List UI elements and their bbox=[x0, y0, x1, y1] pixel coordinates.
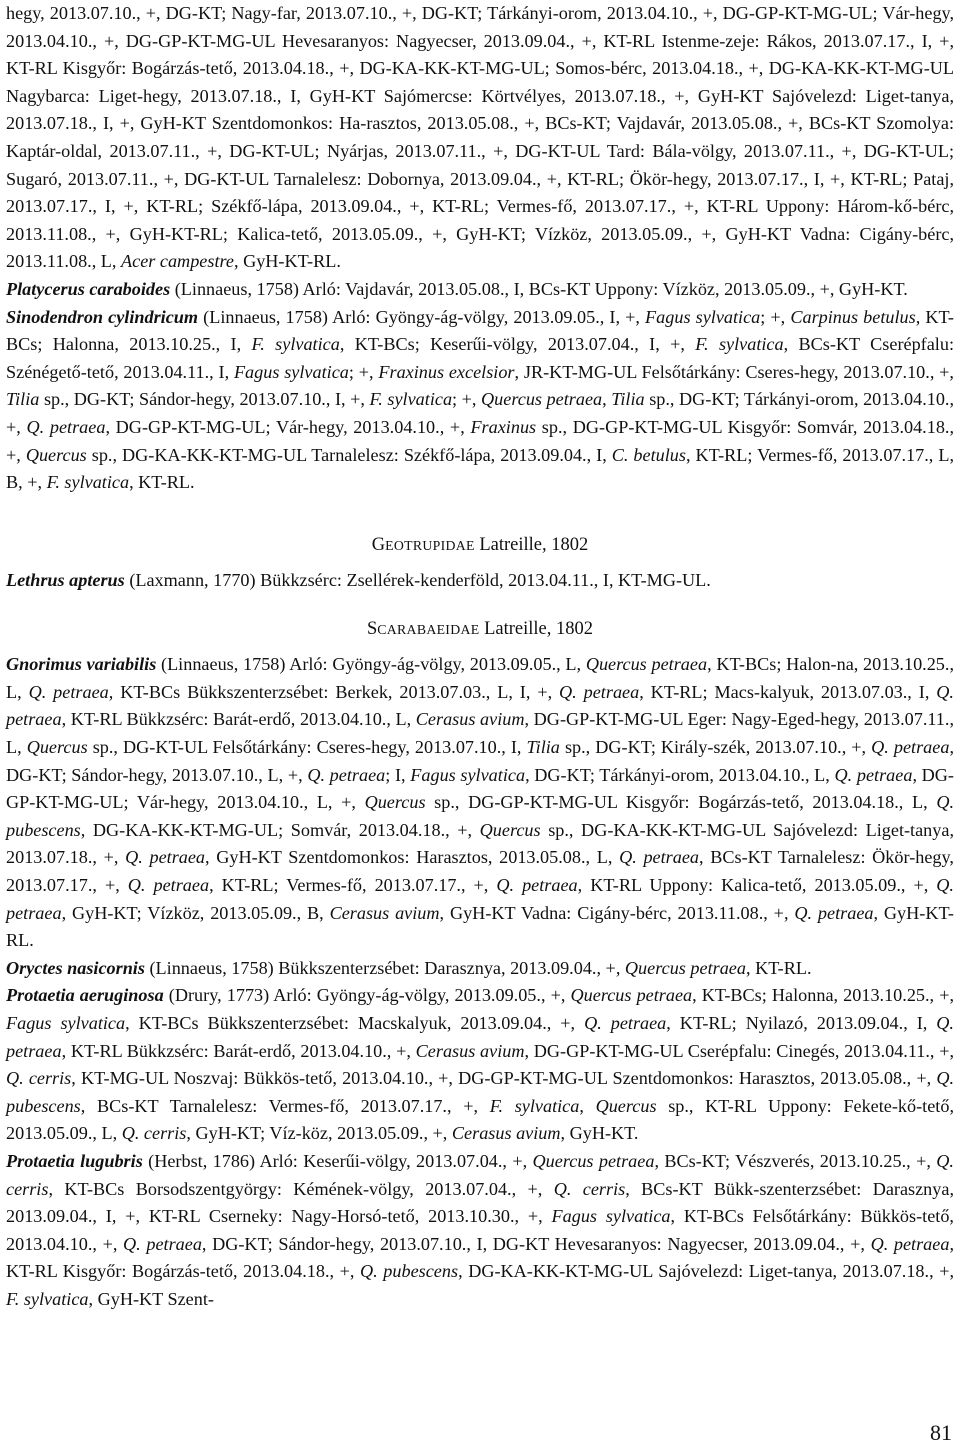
species-record-gnorimus: Gnorimus variabilis (Linnaeus, 1758) Arló: Gyöngy-ág-völgy, 2013.09.05., L, Quercus petraea, KT-BCs; Halon-na, 2013.10.25., L, Q. petraea, KT-BCs Bükkszenterzsébet: Berkek, 2013.07.03., L, I, +, Q. petraea, KT-RL; Macs-kalyuk, 2013.07.03., I, Q. petraea, KT-RL Bükkzsérc: Barát-erdő, 2013.04.10., L, Cerasus avium, DG-GP-KT-MG-UL Eger: Nagy-Eged-hegy, 2013.07.11., L, Quercus sp., DG-KT-UL Felsőtárkány: Cseres-hegy, 2013.07.10., I, Tilia sp., DG-KT; Király-szék, 2013.07.10., +, Q. petraea, DG-KT; Sándor-hegy, 2013.07.10., L, +, Q. petraea; I, Fagus sylvatica, DG-KT; Tárkányi-orom, 2013.04.10., L, Q. petraea, DG-GP-KT-MG-UL; Vár-hegy, 2013.04.10., L, +, Quercus sp., DG-GP-KT-MG-UL Kisgyőr: Bogárzás-tető, 2013.04.18., L, Q. pubescens, DG-KA-KK-KT-MG-UL; Somvár, 2013.04.18., +, Quercus sp., DG-KA-KK-KT-MG-UL Sajóvelezd: Liget-tanya, 2013.07.18., +, Q. petraea, GyH-KT Szentdomonkos: Harasztos, 2013.05.08., L, Q. petraea, BCs-KT Tarnalelesz: Ökör-hegy, 2013.07.17., +, Q. petraea, KT-RL; Vermes-fő, 2013.07.17., +, Q. petraea, KT-RL Uppony: Kalica-tető, 2013.05.09., +, Q. petraea, GyH-KT; Vízköz, 2013.05.09., B, Cerasus avium, GyH-KT Vadna: Cigány-bérc, 2013.11.08., +, Q. petraea, GyH-KT-RL. bbox=[6, 654, 954, 951]
species-record-protaetia-aeruginosa: Protaetia aeruginosa (Drury, 1773) Arló: Gyöngy-ág-völgy, 2013.09.05., +, Quercus petraea, KT-BCs; Halonna, 2013.10.25., +, Fagus sylvatica, KT-BCs Bükkszenterzsébet: Macskalyuk, 2013.09.04., +, Q. petraea, KT-RL; Nyilazó, 2013.09.04., I, Q. petraea, KT-RL Bükkzsérc: Barát-erdő, 2013.04.10., +, Cerasus avium, DG-GP-KT-MG-UL Cserépfalu: Cinegés, 2013.04.11., +, Q. cerris, KT-MG-UL Noszvaj: Bükkös-tető, 2013.04.10., +, DG-GP-KT-MG-UL Szentdomonkos: Harasztos, 2013.05.08., +, Q. pubescens, BCs-KT Tarnalelesz: Vermes-fő, 2013.07.17., +, F. sylvatica, Quercus sp., KT-RL Uppony: Fekete-kő-tető, 2013.05.09., L, Q. cerris, GyH-KT; Víz-köz, 2013.05.09., +, Cerasus avium, GyH-KT. bbox=[6, 985, 955, 1144]
document-page bbox=[6, 0, 954, 1314]
family-heading-scarabaeidae: SCARABAEIDAE Latreille, 1802 bbox=[366, 619, 593, 640]
record-paragraph: hegy, 2013.07.10., +, DG-KT; Nagy-far, 2013.07.10., +, DG-KT; Tárkányi-orom, 2013.04.10., +, DG-GP-KT-MG-UL; Vár-hegy, 2013.04.10., +, DG-GP-KT-MG-UL Hevesaranyos: Nagyecser, 2013.09.04., +, KT-RL Istenme-zeje: Rákos, 2013.07.17., I, +, KT-RL Kisgyőr: Bogárzás-tető, 2013.04.18., +, DG-KA-KK-KT-MG-UL; Somos-bérc, 2013.04.18., +, DG-KA-KK-KT-MG-UL Nagybarca: Liget-hegy, 2013.07.18., I, GyH-KT Sajómercse: Körtvélyes, 2013.07.18., +, GyH-KT Sajóvelezd: Liget-tanya, 2013.07.18., I, +, GyH-KT Szentdomonkos: Ha-rasztos, 2013.05.08., +, BCs-KT; Vajdavár, 2013.05.08., +, BCs-KT Szomolya: Kaptár-oldal, 2013.07.11., +, DG-KT-UL; Nyárjas, 2013.07.11., +, DG-KT-UL Tard: Bála-völgy, 2013.07.11., +, DG-KT-UL; Sugaró, 2013.07.11., +, DG-KT-UL Tarnalelesz: Dobornya, 2013.09.04., +, KT-RL; Ökör-hegy, 2013.07.17., I, +, KT-RL; Pataj, 2013.07.17., I, +, KT-RL; Székfő-lápa, 2013.09.04., +, KT-RL; Vermes-fő, 2013.07.17., +, KT-RL Uppony: Három-kő-bérc, 2013.11.08., +, GyH-KT-RL; Kalica-tető, 2013.05.09., +, GyH-KT; Vízköz, 2013.05.09., +, GyH-KT Vadna: Cigány-bérc, 2013.11.08., L, Acer campestre, GyH-KT-RL. bbox=[6, 3, 954, 272]
species-record-lethrus: Lethrus apterus (Laxmann, 1770) Bükkzsérc: Zsellérek-kenderföld, 2013.04.11., I, KT-MG-UL. bbox=[6, 569, 711, 590]
species-record-sinodendron: Sinodendron cylindricum (Linnaeus, 1758) Arló: Gyöngy-ág-völgy, 2013.09.05., I, +, Fagus sylvatica; +, Carpinus betulus, KT-BCs; Halonna, 2013.10.25., I, F. sylvatica, KT-BCs; Keserűi-völgy, 2013.07.04., I, +, F. sylvatica, BCs-KT Cserépfalu: Szénégető-tető, 2013.04.11., I, Fagus sylvatica; +, Fraxinus excelsior, JR-KT-MG-UL Felsőtárkány: Cseres-hegy, 2013.07.10., +, Tilia sp., DG-KT; Sándor-hegy, 2013.07.10., I, +, F. sylvatica; +, Quercus petraea, Tilia sp., DG-KT; Tárkányi-orom, 2013.04.10., +, Q. petraea, DG-GP-KT-MG-UL; Vár-hegy, 2013.04.10., +, Fraxinus sp., DG-GP-KT-MG-UL Kisgyőr: Somvár, 2013.04.18., +, Quercus sp., DG-KA-KK-KT-MG-UL Tarnalelesz: Székfő-lápa, 2013.09.04., I, C. betulus, KT-RL; Vermes-fő, 2013.07.17., L, B, +, F. sylvatica, KT-RL. bbox=[6, 306, 955, 493]
species-record-platycerus: Platycerus caraboides (Linnaeus, 1758) Arló: Vajdavár, 2013.05.08., I, BCs-KT Uppony: Vízköz, 2013.05.09., +, GyH-KT. bbox=[6, 278, 908, 299]
species-record-oryctes: Oryctes nasicornis (Linnaeus, 1758) Bükkszenterzsébet: Darasznya, 2013.09.04., +, Quercus petraea, KT-RL. bbox=[6, 957, 812, 978]
family-heading-geotrupidae: GEOTRUPIDAE Latreille, 1802 bbox=[371, 534, 589, 555]
species-record-protaetia-lugubris: Protaetia lugubris (Herbst, 1786) Arló: Keserűi-völgy, 2013.07.04., +, Quercus petraea, BCs-KT; Vészverés, 2013.10.25., +, Q. cerris, KT-BCs Borsodszentgyörgy: Kémének-völgy, 2013.07.04., +, Q. cerris, BCs-KT Bükk-szenterzsébet: Darasznya, 2013.09.04., I, +, KT-RL Cserneky: Nagy-Horsó-tető, 2013.10.30., +, Fagus sylvatica, KT-BCs Felsőtárkány: Bükkös-tető, 2013.04.10., +, Q. petraea, DG-KT; Sándor-hegy, 2013.07.10., I, DG-KT Hevesaranyos: Nagyecser, 2013.09.04., +, Q. petraea, KT-RL Kisgyőr: Bogárzás-tető, 2013.04.18., +, Q. pubescens, DG-KA-KK-KT-MG-UL Sajóvelezd: Liget-tanya, 2013.07.18., +, F. sylvatica, GyH-KT Szent- bbox=[6, 1150, 955, 1309]
page-number: 81 bbox=[930, 1420, 952, 1445]
